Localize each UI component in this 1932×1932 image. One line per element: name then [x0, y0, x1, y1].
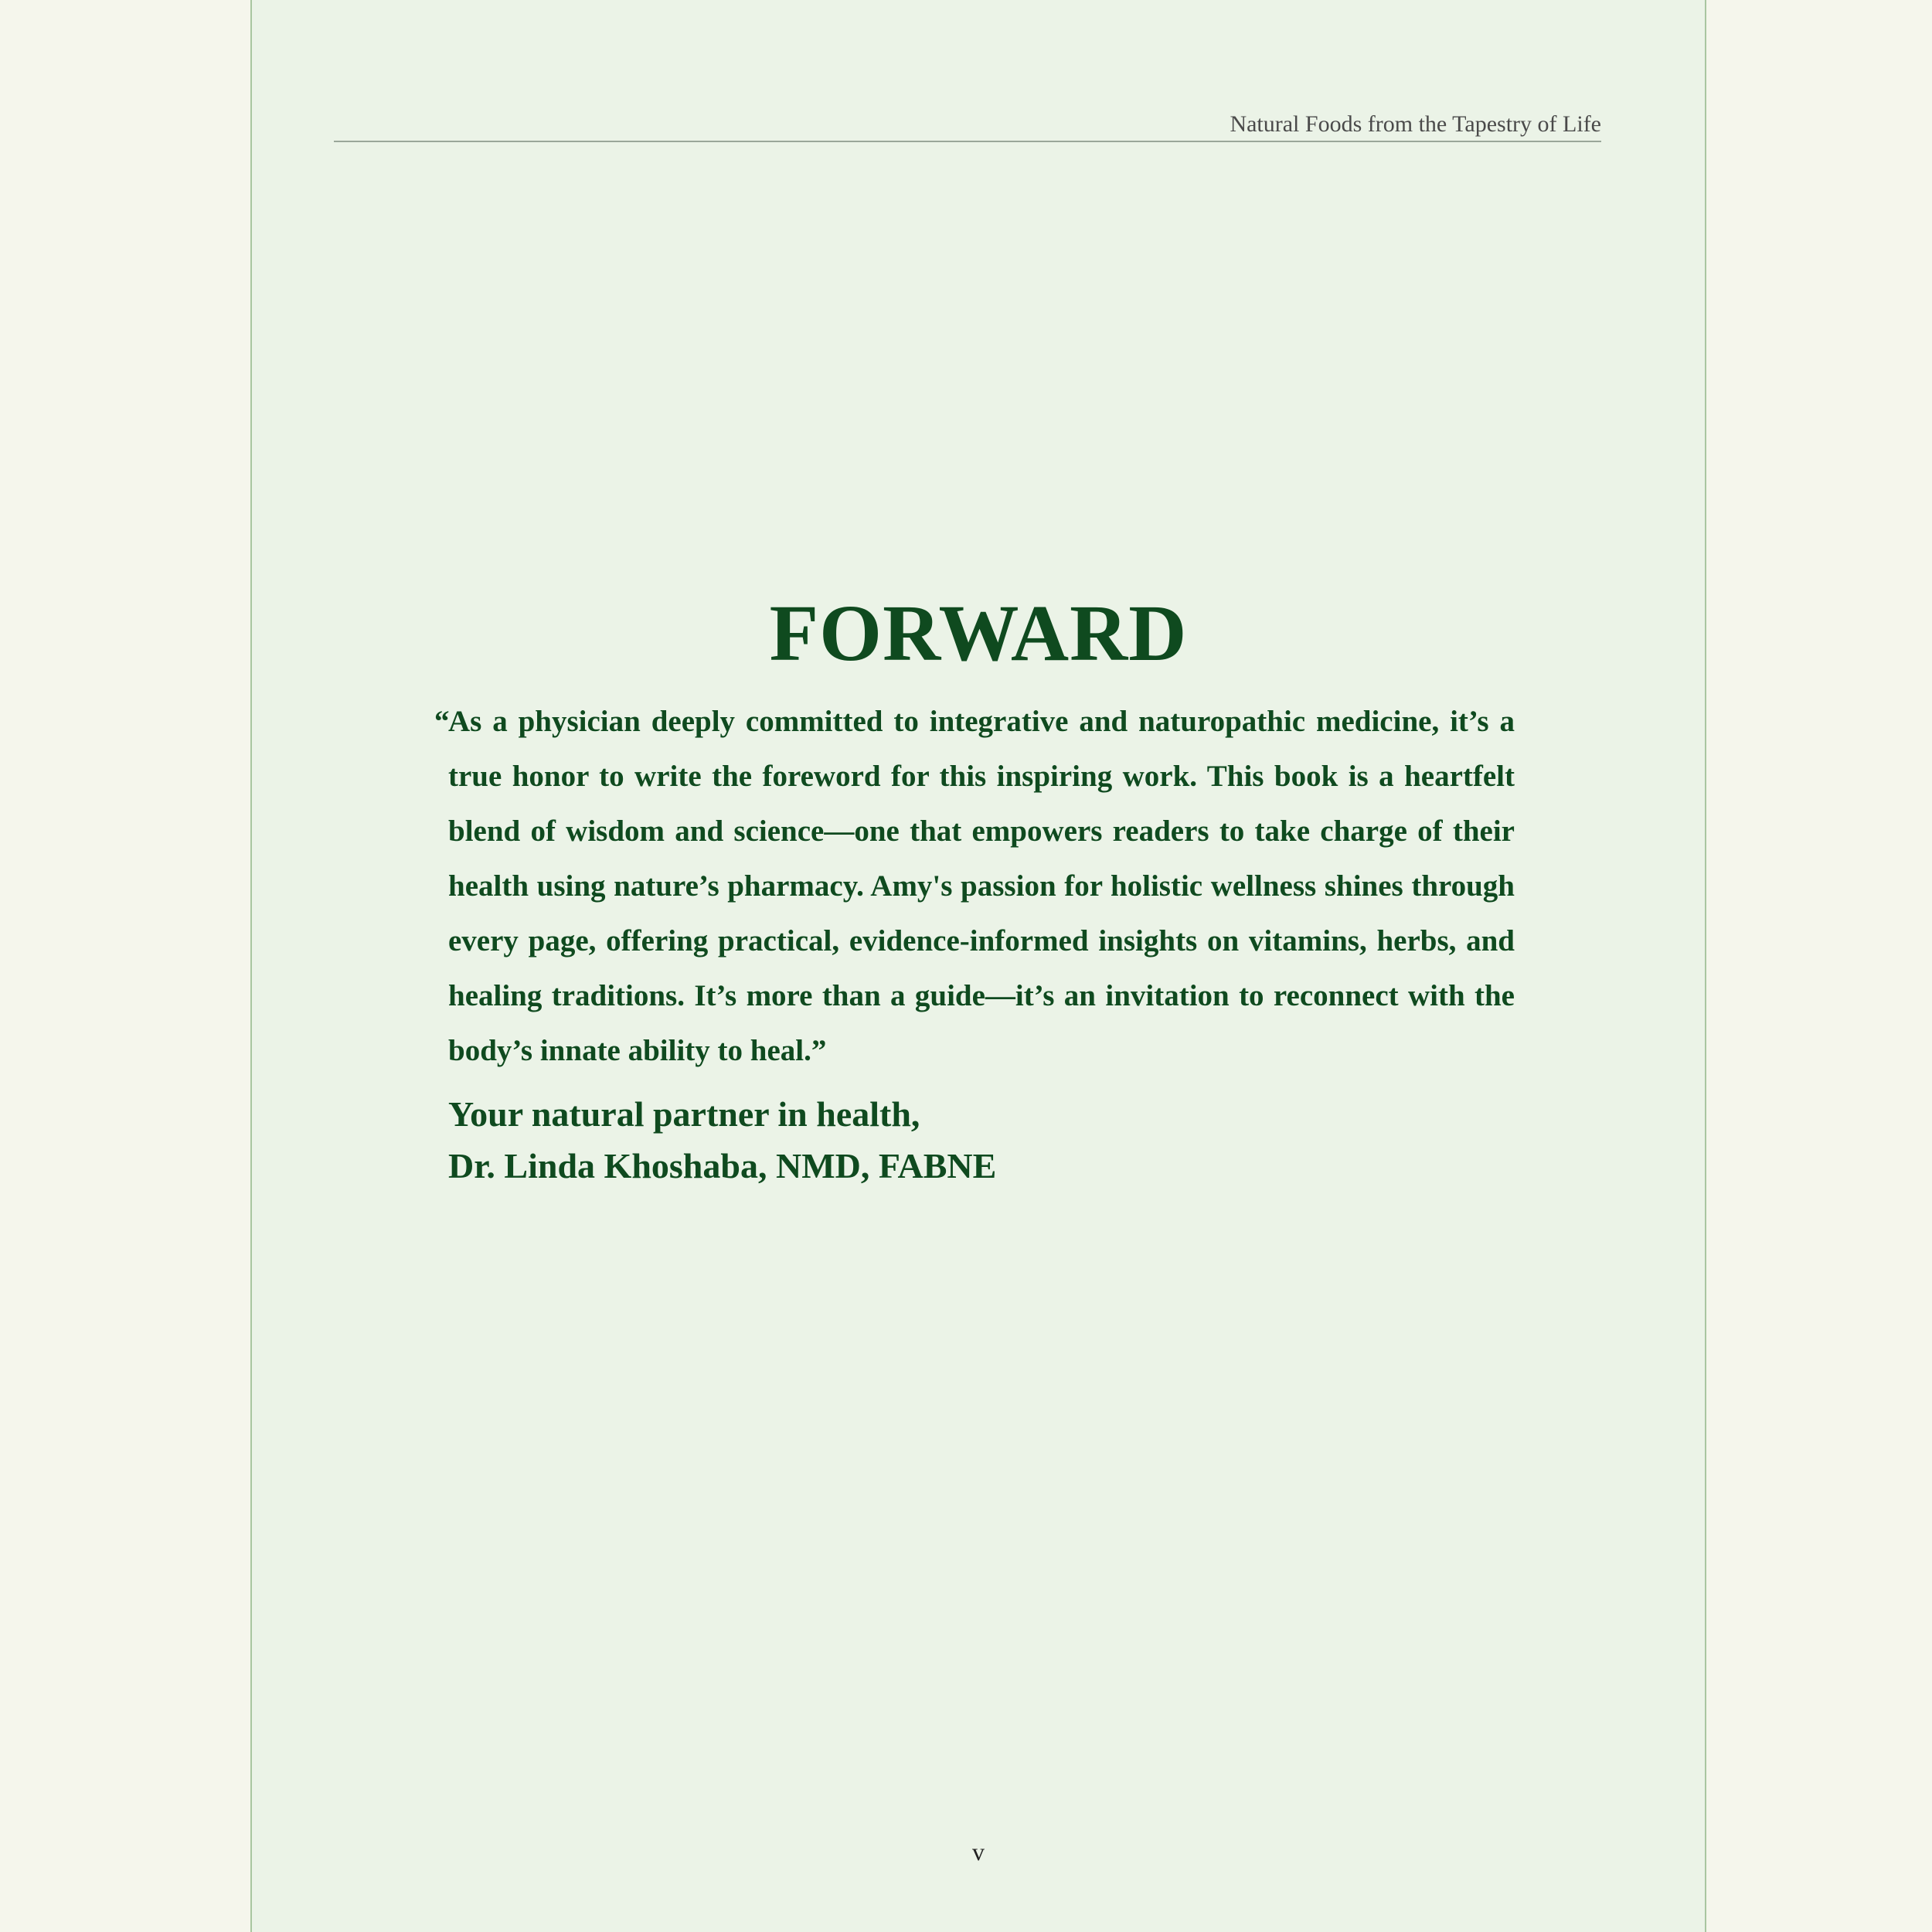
book-page: [250, 0, 1706, 1932]
chapter-title: FORWARD: [769, 589, 1188, 678]
quote-body: As a physician deeply committed to integrative and naturopathic medicine, it’s a true honor to write the foreword for this inspiring work. This book is a heartfelt blend of wisdom and science—one that empowers readers to take charge of their health using nature’s pharmacy. Amy's passion for holistic wellness shines through every page, offering practical, evidence-informed insights on vitamins, herbs, and healing traditions. It’s more than a guide—it’s an invitation to reconnect with the body’s innate ability to heal.”: [448, 705, 1515, 1067]
running-header: Natural Foods from the Tapestry of Life: [334, 108, 1601, 142]
signature-name: Dr. Linda Khoshaba, NMD, FABNE: [448, 1146, 997, 1185]
signature-block: [448, 1088, 1530, 1192]
page-number: v: [972, 1838, 985, 1866]
signature-closing: Your natural partner in health,: [448, 1094, 920, 1134]
foreword-quote: [434, 694, 1515, 1078]
opening-quote-mark: “: [434, 705, 450, 738]
